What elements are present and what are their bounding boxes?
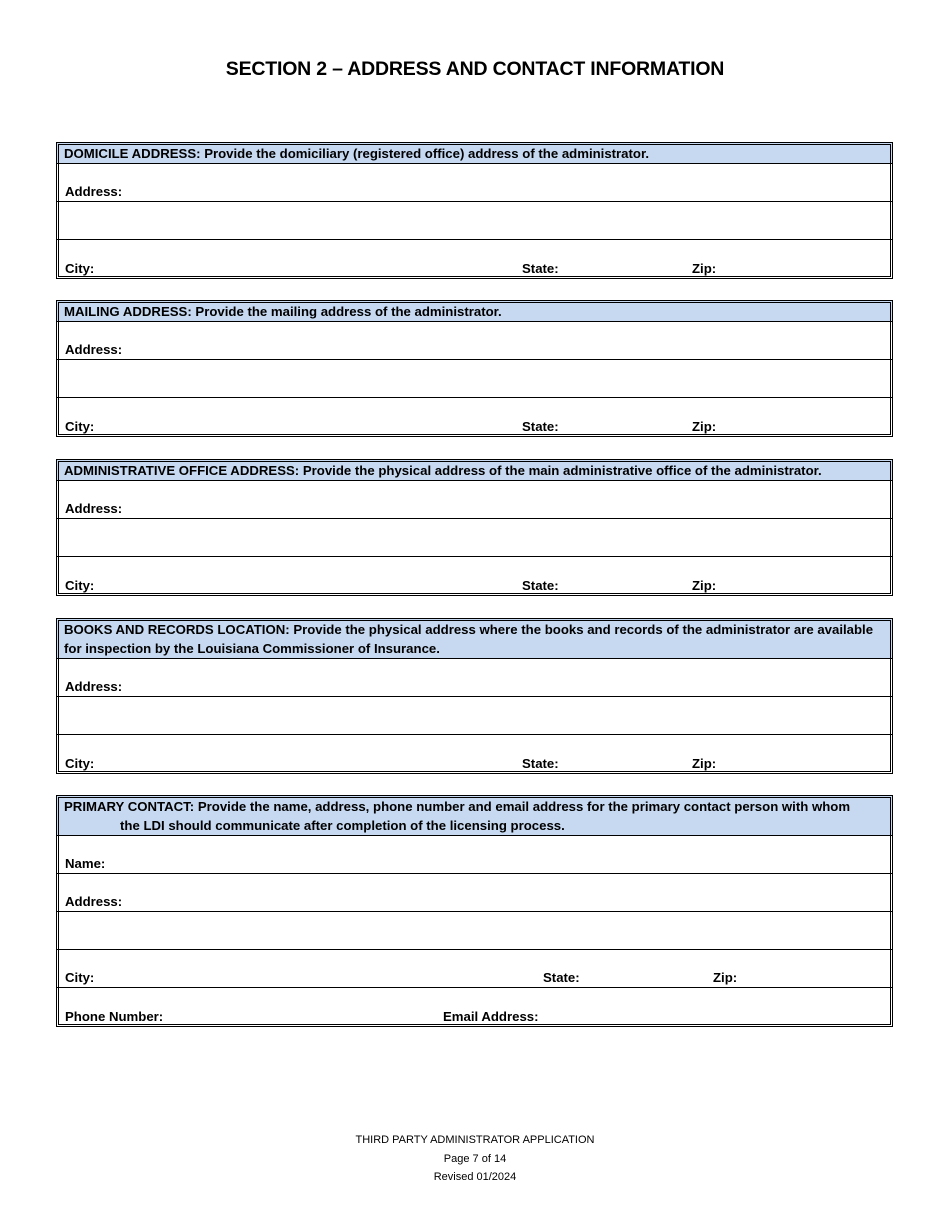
books-records-instructions: Provide the physical address where the books and records of the administrator are available (293, 622, 874, 637)
primary-contact-address-field[interactable] (57, 874, 892, 912)
books-records-header (57, 619, 892, 659)
domicile-address-title: DOMICILE ADDRESS: (64, 146, 201, 161)
address-label: Address: (65, 501, 123, 516)
domicile-address-section (56, 142, 893, 279)
primary-contact-header (57, 796, 892, 836)
books-records-title: BOOKS AND RECORDS LOCATION: (64, 622, 290, 637)
domicile-address-header (57, 143, 892, 164)
city-label: City: (65, 970, 95, 985)
mailing-address-title: MAILING ADDRESS: (64, 304, 192, 319)
email-address-label: Email Address: (443, 1009, 539, 1024)
domicile-city-state-zip-row[interactable] (57, 240, 892, 278)
zip-label: Zip: (692, 261, 717, 276)
primary-contact-instructions: Provide the name, address, phone number and email address for the primary contact person with whom (197, 799, 851, 814)
zip-label: Zip: (713, 970, 738, 985)
state-label: State: (522, 578, 559, 593)
mailing-city-state-zip-row[interactable] (57, 398, 892, 436)
primary-contact-city-state-zip-row[interactable] (57, 950, 892, 988)
primary-contact-phone-email-row[interactable] (57, 988, 892, 1026)
zip-label: Zip: (692, 578, 717, 593)
primary-contact-name-field[interactable] (57, 836, 892, 874)
state-label: State: (522, 419, 559, 434)
mailing-address-section (56, 300, 893, 437)
mailing-address-field[interactable] (57, 322, 892, 360)
domicile-address-instructions: Provide the domiciliary (registered office) address of the administrator. (204, 146, 650, 161)
admin-office-address-line2-field[interactable] (57, 519, 892, 557)
primary-contact-address-line2-field[interactable] (57, 912, 892, 950)
page-title: SECTION 2 – ADDRESS AND CONTACT INFORMATION (225, 58, 725, 80)
primary-contact-section (56, 795, 893, 1027)
footer (0, 1131, 950, 1187)
admin-office-address-instructions: Provide the physical address of the main administrative office of the administrator. (302, 463, 822, 478)
state-label: State: (522, 261, 559, 276)
name-label: Name: (65, 856, 106, 871)
footer-document-title: THIRD PARTY ADMINISTRATOR APPLICATION (355, 1134, 595, 1146)
books-records-city-state-zip-row[interactable] (57, 735, 892, 773)
zip-label: Zip: (692, 419, 717, 434)
books-records-address-field[interactable] (57, 659, 892, 697)
address-label: Address: (65, 184, 123, 199)
mailing-address-line2-field[interactable] (57, 360, 892, 398)
city-label: City: (65, 419, 95, 434)
primary-contact-instructions-continued: the LDI should communicate after completion of the licensing process. (120, 818, 565, 833)
mailing-address-instructions: Provide the mailing address of the administrator. (195, 304, 502, 319)
phone-number-label: Phone Number: (65, 1009, 164, 1024)
books-records-location-section (56, 618, 893, 774)
domicile-address-line2-field[interactable] (57, 202, 892, 240)
admin-office-address-title: ADMINISTRATIVE OFFICE ADDRESS: (64, 463, 300, 478)
zip-label: Zip: (692, 756, 717, 771)
admin-office-address-field[interactable] (57, 481, 892, 519)
books-records-address-line2-field[interactable] (57, 697, 892, 735)
admin-office-address-header (57, 460, 892, 481)
address-label: Address: (65, 679, 123, 694)
city-label: City: (65, 261, 95, 276)
domicile-address-field[interactable] (57, 164, 892, 202)
state-label: State: (543, 970, 580, 985)
footer-page-number: Page 7 of 14 (443, 1152, 507, 1165)
books-records-instructions-continued: for inspection by the Louisiana Commissioner of Insurance. (64, 641, 440, 656)
admin-office-address-section (56, 459, 893, 596)
state-label: State: (522, 756, 559, 771)
mailing-address-header (57, 301, 892, 322)
address-label: Address: (65, 342, 123, 357)
primary-contact-title: PRIMARY CONTACT: (64, 799, 195, 814)
admin-office-city-state-zip-row[interactable] (57, 557, 892, 595)
address-label: Address: (65, 894, 123, 909)
city-label: City: (65, 578, 95, 593)
city-label: City: (65, 756, 95, 771)
footer-revision-date: Revised 01/2024 (433, 1171, 517, 1183)
